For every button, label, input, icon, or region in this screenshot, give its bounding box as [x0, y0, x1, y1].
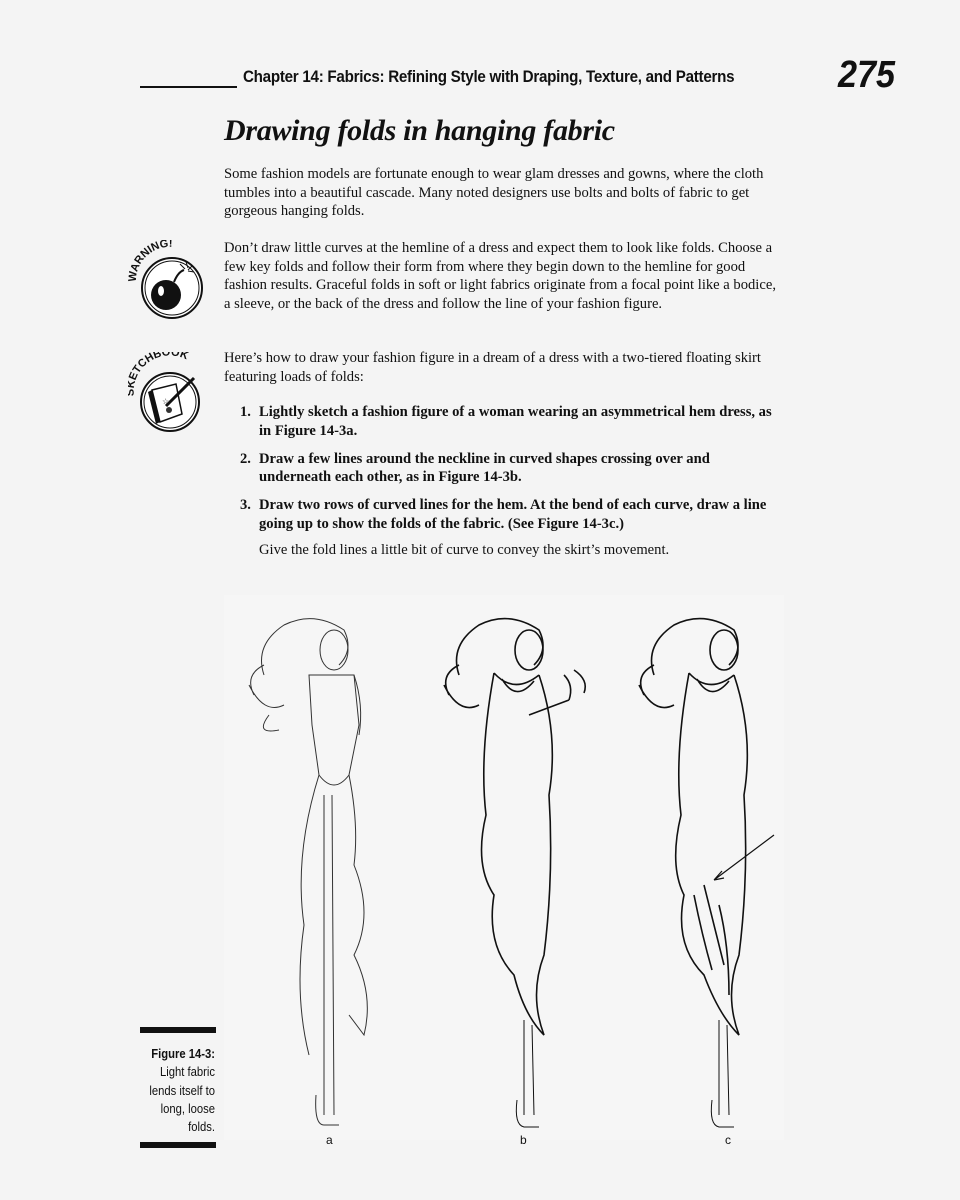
steps-list	[240, 403, 785, 543]
step-note: Give the fold lines a little bit of curve to convey the skirt’s movement.	[259, 542, 670, 558]
step-text: Lightly sketch a fashion figure of a woman wearing an asymmetrical hem dress, as in Figure 14-3a.	[259, 404, 772, 439]
step-item	[240, 403, 785, 440]
step-number: 3.	[240, 497, 251, 513]
caption-bar-bottom	[140, 1142, 216, 1148]
figure-illustration	[224, 595, 784, 1140]
step-item	[240, 450, 785, 487]
header-rule	[140, 86, 237, 88]
section-title: Drawing folds in hanging fabric	[224, 114, 615, 147]
step-item	[240, 496, 785, 533]
page-number: 275	[838, 54, 896, 96]
panel-label-a: a	[326, 1133, 333, 1147]
step-text: Draw a few lines around the neckline in curved shapes crossing over and underneath each other, as in Figure 14-3b.	[259, 450, 710, 485]
warning-icon-label: WARNING!	[128, 240, 173, 283]
figure-caption	[139, 1045, 216, 1136]
paragraph-instructions: Here’s how to draw your fashion figure in a dream of a dress with a two-tiered floating skirt featuring loads of folds:	[224, 350, 761, 385]
svg-text:☆: ☆	[162, 397, 170, 406]
sketchbook-icon-label: ETCHBOOK	[128, 352, 190, 382]
panel-label-b: b	[520, 1133, 527, 1147]
figure-caption-label: Figure 14-3:	[151, 1047, 215, 1061]
step-number: 1.	[240, 404, 251, 420]
step-number: 2.	[240, 450, 251, 467]
warning-icon	[128, 240, 210, 322]
caption-bar-top	[140, 1027, 216, 1033]
paragraph-warning: Don’t draw little curves at the hemline of a dress and expect them to look like folds. Choose a few key folds and follow their form from where they begin down to the hemline for good fashion results. Graceful folds in soft or light fabrics originate from a focal point like a bodice, a sleeve, or the back of the dress and follow the line of your fashion figure.	[224, 240, 776, 312]
sketchbook-icon	[128, 352, 210, 434]
panel-label-c: c	[725, 1133, 731, 1147]
figure-caption-text: Light fabric lends itself to long, loose folds.	[149, 1065, 215, 1135]
step-text: Draw two rows of curved lines for the hem. At the bend of each curve, draw a line going up to show the folds of the fabric. (See Figure 14-3c.)	[259, 497, 767, 532]
running-header: Chapter 14: Fabrics: Refining Style with Draping, Texture, and Patterns	[243, 68, 735, 86]
paragraph-intro: Some fashion models are fortunate enough to wear glam dresses and gowns, where the cloth tumbles into a beautiful cascade. Many noted designers use bolts and bolts of fabric to get gorgeous hanging folds.	[224, 166, 764, 219]
